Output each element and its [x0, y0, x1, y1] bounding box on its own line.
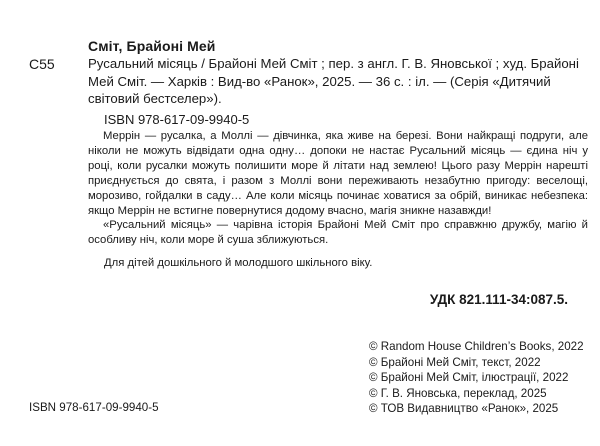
annotation — [88, 129, 588, 248]
copyright-line: © Random House Children’s Books, 2022 — [369, 340, 584, 353]
copyright-line: © Г. В. Яновська, переклад, 2025 — [369, 386, 547, 400]
classification-code: С55 — [29, 56, 55, 72]
copyright-line: © Брайоні Мей Сміт, ілюстрації, 2022 — [369, 371, 569, 385]
annotation-paragraph: «Русальний місяць» — чарівна історія Брайоні Мей Сміт про справжню дружбу, магію й особливу ніч, коли море й суша зближуються. — [88, 219, 588, 247]
annotation-paragraph: Меррін — русалка, а Моллі — дівчинка, яка живе на березі. Вони найкращі подруги, але ніколи не можуть відвідати одна одну… допоки не настає Русальний місяць — єдина ніч у році, коли русалки можуть полишити море й літати над землею! Цього разу Меррін нарешті приєднується до свята, і разом з Моллі вони переживають незабутню пригоду: веселощі, морозиво, гойдалки в саду… Але коли місяць починає ховатися за обрій, виникає небезпека: якщо Меррін не встигне повернутися додому вчасно, магія зникне назавжди! — [88, 130, 588, 217]
udc-code: УДК 821.111-34:087.5. — [429, 292, 568, 307]
isbn-bottom: ISBN 978-617-09-9940-5 — [29, 401, 159, 414]
copyright-line: © ТОВ Видавництво «Ранок», 2025 — [369, 402, 559, 416]
copyright-list — [369, 339, 584, 417]
audience-note: Для дітей дошкільного й молодшого шкільного віку. — [104, 257, 373, 269]
copyright-line: © Брайоні Мей Сміт, текст, 2022 — [369, 355, 541, 369]
isbn-top: ISBN 978-617-09-9940-5 — [104, 112, 250, 127]
bibliographic-record: Русальний місяць / Брайоні Мей Сміт ; пер. з англ. Г. В. Яновської ; худ. Брайоні Мей Сміт. — Харків : Вид-во «Ранок», 2025. — 36 с. : іл. — (Серія «Дитячий світовий бестселер»). — [88, 56, 579, 106]
author-heading: Сміт, Брайоні Мей — [88, 38, 216, 54]
